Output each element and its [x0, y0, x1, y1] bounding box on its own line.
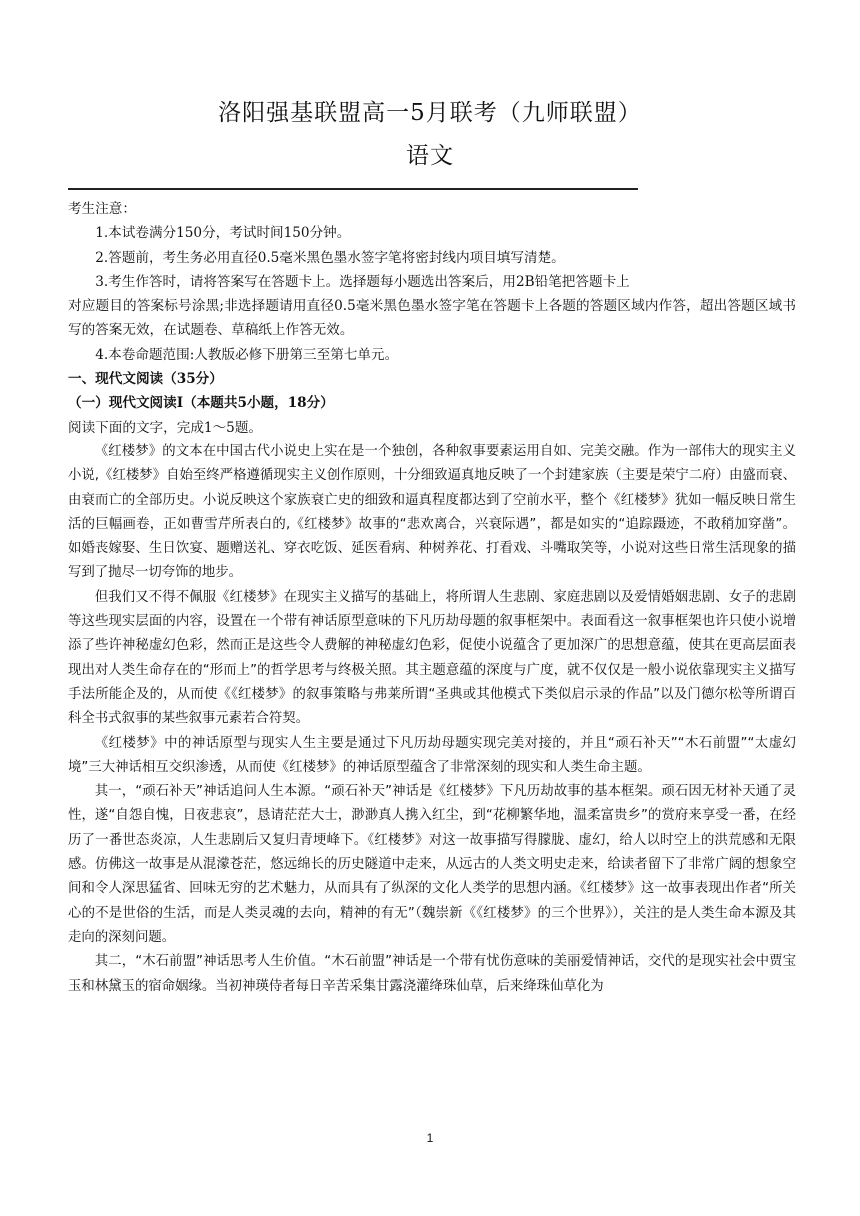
- subject-title: 语文: [406, 143, 454, 169]
- notice-item: 3.考生作答时，请将答案写在答题卡上。选择题每小题选出答案后，用2B铅笔把答题卡上: [95, 273, 630, 290]
- notice-item: 1.本试卷满分150分，考试时间150分钟。: [95, 225, 351, 242]
- notice-label: 考生注意：: [68, 201, 136, 217]
- notice-item: 4.本卷命题范围:人教版必修下册第三至第七单元。: [95, 346, 399, 363]
- article-paragraph: 《红楼梦》的文本在中国古代小说史上实在是一个独创，各种叙事要素运用自如、完美交融。作为一部伟大的现实主义小说,《红楼梦》自始至终严格遵循现实主义创作原则，十分细致逼真地反映了一个封建家族（主要是荣宁二府）由盛而衰、由衰而亡的全部历史。小说反映这个家族衰亡史的细致和逼真程度都达到了空前水平，整个《红楼梦》犹如一幅反映日常生活的巨幅画卷，正如曹雪芹所表白的,《红楼梦》故事的“悲欢离合，兴衰际遇”，都是如实的“追踪蹑迹，不敢稍加穿凿”。如婚丧嫁娶、生日饮宴、题赠送礼、穿衣吃饭、延医看病、种树养花、打看戏、斗嘴取笑等，小说对这些日常生活现象的描写到了抛尽一切夸饰的地步。: [68, 443, 796, 581]
- header-divider: [68, 188, 638, 190]
- notice-item-continuation: 对应题目的答案标号涂黑;非选择题请用直径0.5毫米黑色墨水签字笔在答题卡上各题的答题区域内作答，超出答题区域书写的答案无效，在试题卷、草稿纸上作答无效。: [68, 298, 796, 339]
- article-paragraph: 其一，“顽石补天”神话追问人生本源。“顽石补天”神话是《红楼梦》下凡历劫故事的基本框架。顽石因无材补天通了灵性，遂“自怨自愧，日夜悲哀”，恳请茫茫大士，渺渺真人携入红尘，到“花柳繁华地，温柔富贵乡”的赏府来享受一番，在经历了一番世态炎凉，人生悲剧后又复归青埂峰下。《红楼梦》对这一故事描写得朦胧、虚幻，给人以时空上的洪荒感和无限感。仿佛这一故事是从混濛苍茫，悠远绵长的历史隧道中走来，从远古的人类文明史走来，给读者留下了非常广阔的想象空间和令人深思猛省、回味无穷的艺术魅力，从而具有了纵深的文化人类学的思想内涵。《红楼梦》这一故事表现出作者“所关心的不是世俗的生活，而是人类灵魂的去向，精神的有无”（魏崇新《《红楼梦》的三个世界》），关注的是人类生命本源及其走向的深刻问题。: [68, 784, 796, 945]
- exam-title: 洛阳强基联盟高一5月联考（九师联盟）: [218, 100, 642, 126]
- reading-instruction: 阅读下面的文字，完成1～5题。: [68, 419, 263, 436]
- section-subheading: （一）现代文阅读Ⅰ（本题共5小题，18分）: [68, 395, 334, 412]
- article-paragraph: 《红楼梦》中的神话原型与现实人生主要是通过下凡历劫母题实现完美对接的，并且“顽石补天”“木石前盟”“太虚幻境”三大神话相互交织渗透，从而使《红楼梦》的神话原型蕴含了非常深刻的现实和人类生命主题。: [68, 735, 796, 775]
- section-heading: 一、现代文阅读（35分）: [68, 371, 223, 388]
- article-paragraph: 其二，“木石前盟”神话思考人生价值。“木石前盟”神话是一个带有忧伤意味的美丽爱情神话，交代的是现实社会中贾宝玉和林黛玉的宿命姻缘。当初神瑛侍者每日辛苦采集甘露浇灌绛珠仙草，后来绛珠仙草化为: [68, 954, 796, 994]
- exam-body: [68, 197, 796, 999]
- article-paragraph: 但我们又不得不佩服《红楼梦》在现实主义描写的基础上，将所谓人生悲剧、家庭悲剧以及爱情婚姻悲剧、女子的悲剧等这些现实层面的内容，设置在一个带有神话原型意味的下凡历劫母题的叙事框架中。表面看这一叙事框架也许只使小说增添了些许神秘虚幻色彩，然而正是这些令人费解的神秘虚幻色彩，促使小说蕴含了更加深广的思想意蕴，使其在更高层面表现出对人类生命存在的“形而上”的哲学思考与终极关照。其主题意蕴的深度与广度，就不仅仅是一般小说依靠现实主义描写手法所能企及的，从而使《《红楼梦》的叙事策略与弗莱所谓“圣典或其他模式下类似启示录的作品”以及门德尔松等所谓百科全书式叙事的某些叙事元素若合符契。: [68, 589, 796, 727]
- notice-item: 2.答题前，考生务必用直径0.5毫米黑色墨水签字笔将密封线内项目填写清楚。: [95, 249, 565, 266]
- page-number: 1: [426, 1131, 434, 1145]
